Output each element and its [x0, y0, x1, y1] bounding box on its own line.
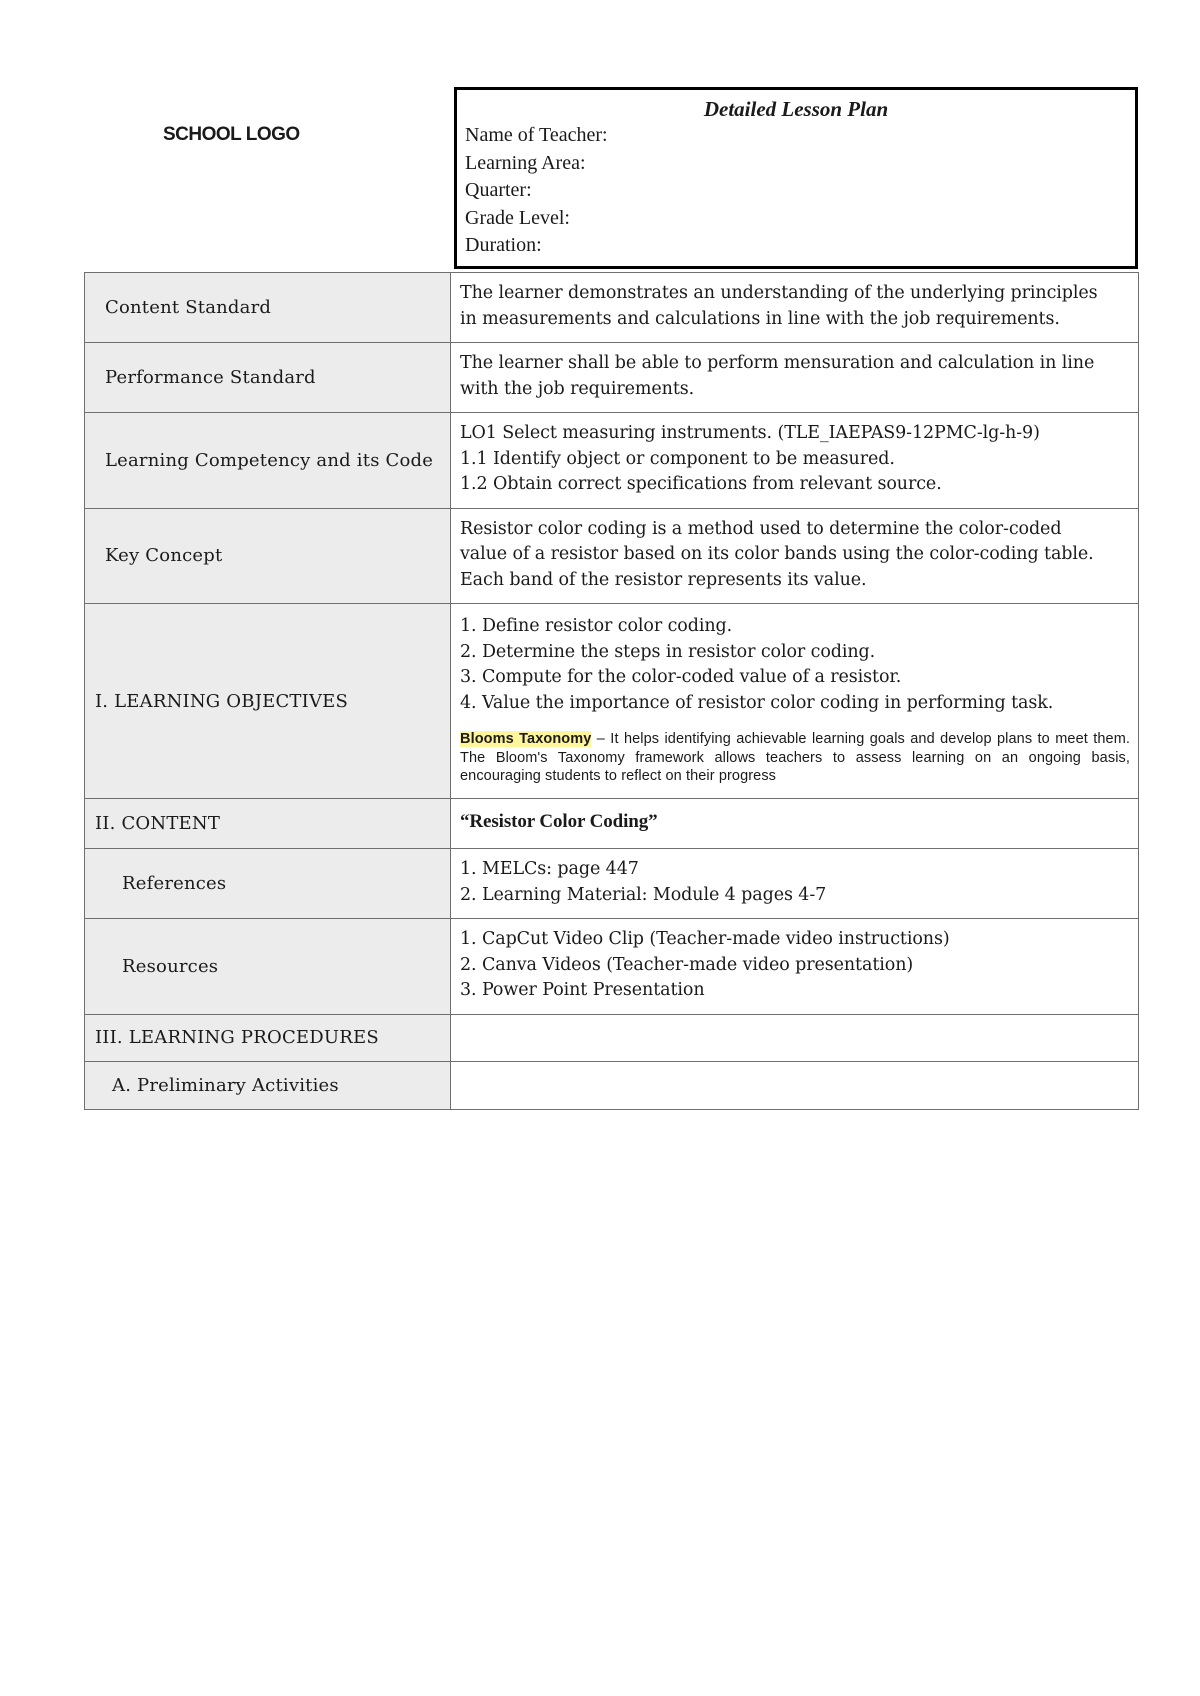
content-standard-label: Content Standard — [85, 273, 451, 343]
text-line: LO1 Select measuring instruments. (TLE_IAEPAS9-12PMC-lg-h-9) — [460, 423, 1040, 443]
text-line: 2. Canva Videos (Teacher-made video presentation) — [460, 954, 914, 975]
table-row — [85, 343, 1139, 413]
table-row — [85, 849, 1139, 919]
content-value — [451, 799, 1139, 849]
lesson-plan-header — [454, 87, 1138, 269]
content-label: II. CONTENT — [85, 799, 451, 849]
lesson-plan-table — [84, 272, 1139, 1110]
references-value — [451, 849, 1139, 919]
learning-area-field: Learning Area: — [465, 151, 586, 174]
blooms-taxonomy-note — [460, 730, 1130, 786]
text-line: 1. MELCs: page 447 — [460, 859, 639, 879]
content-standard-value — [451, 273, 1139, 343]
school-logo: SCHOOL LOGO — [163, 124, 300, 145]
table-row — [85, 919, 1139, 1015]
text-line: 1.2 Obtain correct specifications from relevant source. — [460, 474, 942, 494]
table-row — [85, 799, 1139, 849]
duration-field: Duration: — [465, 234, 542, 256]
text-line: 1. CapCut Video Clip (Teacher-made video instructions) — [460, 929, 950, 949]
table-row — [85, 1061, 1139, 1109]
competency-label: Learning Competency and its Code — [85, 413, 451, 509]
grade-level-field: Grade Level: — [465, 206, 570, 229]
resources-label: Resources — [85, 919, 451, 1015]
table-row — [85, 604, 1139, 799]
text-line: in measurements and calculations in line with the job requirements. — [460, 308, 1060, 329]
text-line: 3. Compute for the color-coded value of a resistor. — [460, 667, 902, 688]
text-line: 1. Define resistor color coding. — [460, 616, 733, 637]
quarter-field: Quarter: — [465, 179, 532, 201]
text-line: Resistor color coding is a method used to determine the color-coded — [460, 518, 1062, 539]
table-row — [85, 273, 1139, 343]
references-label: References — [85, 849, 451, 919]
learning-procedures-value — [451, 1014, 1139, 1061]
text-line: 2. Determine the steps in resistor color coding. — [460, 641, 876, 662]
text-line: 2. Learning Material: Module 4 pages 4-7 — [460, 884, 827, 905]
preliminary-activities-value — [451, 1061, 1139, 1109]
preliminary-activities-label: A. Preliminary Activities — [85, 1061, 451, 1109]
text-line: The learner demonstrates an understanding of the underlying principles — [460, 283, 1098, 303]
performance-standard-value — [451, 343, 1139, 413]
table-row — [85, 413, 1139, 509]
lesson-topic-title: “Resistor Color Coding” — [460, 811, 658, 833]
key-concept-value — [451, 508, 1139, 604]
blooms-taxonomy-text: – It helps identifying achievable learning goals and develop plans to meet them. The Bloom's Taxonomy framework allows teachers to assess learning on an ongoing basis, encouraging students to reflect on their progress — [460, 731, 1131, 785]
document-title: Detailed Lesson Plan — [703, 97, 889, 121]
text-line: with the job requirements. — [460, 378, 695, 399]
text-line: value of a resistor based on its color bands using the color-coding table. — [460, 544, 1094, 564]
text-line: The learner shall be able to perform mensuration and calculation in line — [460, 353, 1095, 373]
table-row — [85, 1014, 1139, 1061]
competency-value — [451, 413, 1139, 509]
text-line: Each band of the resistor represents its value. — [460, 569, 867, 590]
blooms-taxonomy-term: Blooms Taxonomy — [460, 731, 592, 748]
teacher-name-field: Name of Teacher: — [465, 124, 608, 146]
text-line: 1.1 Identify object or component to be measured. — [460, 448, 895, 469]
text-line: 3. Power Point Presentation — [460, 980, 705, 1000]
key-concept-label: Key Concept — [85, 508, 451, 604]
performance-standard-label: Performance Standard — [85, 343, 451, 413]
table-row — [85, 508, 1139, 604]
text-line: 4. Value the importance of resistor color coding in performing task. — [460, 692, 1054, 713]
learning-objectives-label: I. LEARNING OBJECTIVES — [85, 604, 451, 799]
learning-objectives-value — [451, 604, 1139, 799]
learning-procedures-label: III. LEARNING PROCEDURES — [85, 1014, 451, 1061]
resources-value — [451, 919, 1139, 1015]
